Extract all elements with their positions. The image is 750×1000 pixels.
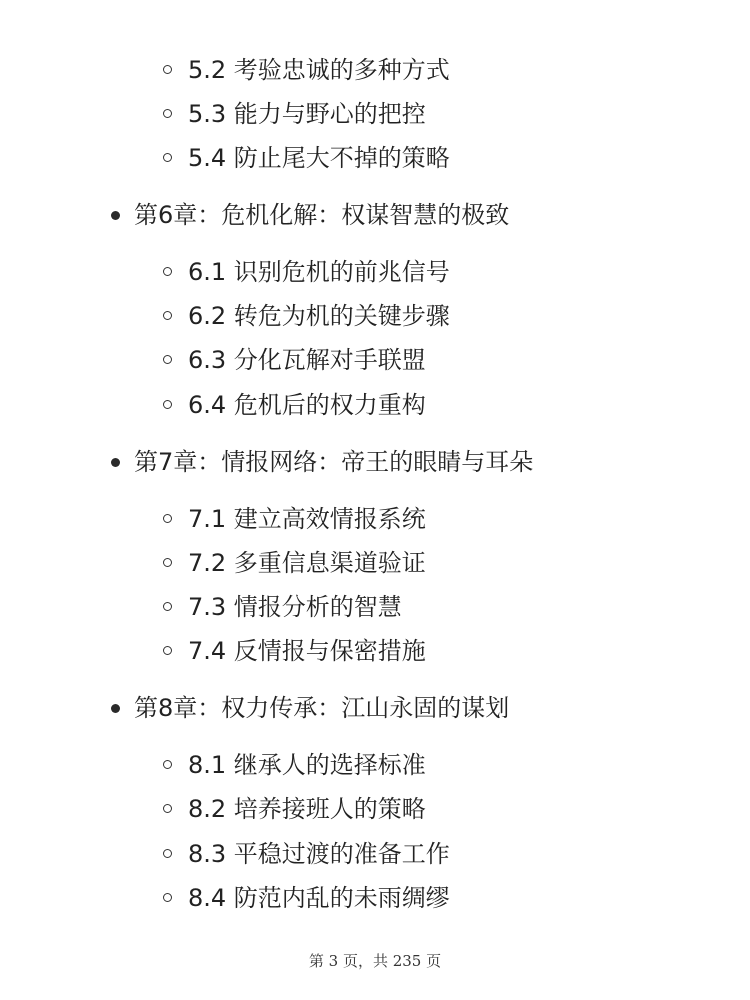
toc-section-title: 6.4 危机后的权力重构	[188, 391, 426, 419]
circle-bullet-icon	[163, 804, 172, 813]
toc-section-7-3[interactable]	[188, 592, 402, 622]
toc-section-7-4[interactable]	[188, 636, 426, 666]
toc-chapter-title: 第7章：情报网络：帝王的眼睛与耳朵	[134, 448, 534, 476]
toc-section-7-2[interactable]	[188, 548, 426, 578]
toc-chapter-6[interactable]	[134, 200, 509, 230]
toc-section-title: 6.3 分化瓦解对手联盟	[188, 346, 426, 374]
toc-section-title: 8.3 平稳过渡的准备工作	[188, 840, 450, 868]
toc-section-5-3[interactable]	[188, 99, 426, 129]
toc-section-title: 6.1 识别危机的前兆信号	[188, 258, 450, 286]
toc-section-title: 8.1 继承人的选择标准	[188, 751, 426, 779]
circle-bullet-icon	[163, 893, 172, 902]
toc-section-6-3[interactable]	[188, 345, 426, 375]
toc-section-title: 7.2 多重信息渠道验证	[188, 549, 426, 577]
circle-bullet-icon	[163, 514, 172, 523]
disc-bullet-icon	[111, 211, 120, 220]
toc-section-title: 5.3 能力与野心的把控	[188, 100, 426, 128]
circle-bullet-icon	[163, 153, 172, 162]
toc-section-title: 5.4 防止尾大不掉的策略	[188, 144, 450, 172]
toc-section-8-4[interactable]	[188, 883, 450, 913]
toc-section-7-1[interactable]	[188, 504, 426, 534]
toc-section-title: 7.1 建立高效情报系统	[188, 505, 426, 533]
circle-bullet-icon	[163, 602, 172, 611]
toc-section-5-2[interactable]	[188, 55, 450, 85]
circle-bullet-icon	[163, 760, 172, 769]
disc-bullet-icon	[111, 704, 120, 713]
toc-chapter-title: 第6章：危机化解：权谋智慧的极致	[134, 201, 510, 229]
toc-section-title: 7.3 情报分析的智慧	[188, 593, 402, 621]
circle-bullet-icon	[163, 646, 172, 655]
page-number-footer: 第 3 页，共 235 页	[308, 952, 442, 970]
toc-section-8-2[interactable]	[188, 794, 426, 824]
circle-bullet-icon	[163, 355, 172, 364]
toc-section-6-4[interactable]	[188, 390, 426, 420]
toc-section-6-1[interactable]	[188, 257, 450, 287]
circle-bullet-icon	[163, 267, 172, 276]
toc-section-6-2[interactable]	[188, 301, 450, 331]
circle-bullet-icon	[163, 311, 172, 320]
toc-section-8-1[interactable]	[188, 750, 426, 780]
circle-bullet-icon	[163, 109, 172, 118]
toc-section-title: 8.4 防范内乱的未雨绸缪	[188, 884, 450, 912]
toc-section-title: 5.2 考验忠诚的多种方式	[188, 56, 450, 84]
toc-section-5-4[interactable]	[188, 143, 450, 173]
disc-bullet-icon	[111, 458, 120, 467]
circle-bullet-icon	[163, 849, 172, 858]
circle-bullet-icon	[163, 558, 172, 567]
toc-section-title: 6.2 转危为机的关键步骤	[188, 302, 450, 330]
circle-bullet-icon	[163, 65, 172, 74]
toc-chapter-title: 第8章：权力传承：江山永固的谋划	[134, 694, 510, 722]
toc-chapter-8[interactable]	[134, 693, 509, 723]
toc-section-title: 7.4 反情报与保密措施	[188, 637, 426, 665]
toc-section-title: 8.2 培养接班人的策略	[188, 795, 426, 823]
toc-section-8-3[interactable]	[188, 839, 450, 869]
circle-bullet-icon	[163, 400, 172, 409]
toc-chapter-7[interactable]	[134, 447, 533, 477]
